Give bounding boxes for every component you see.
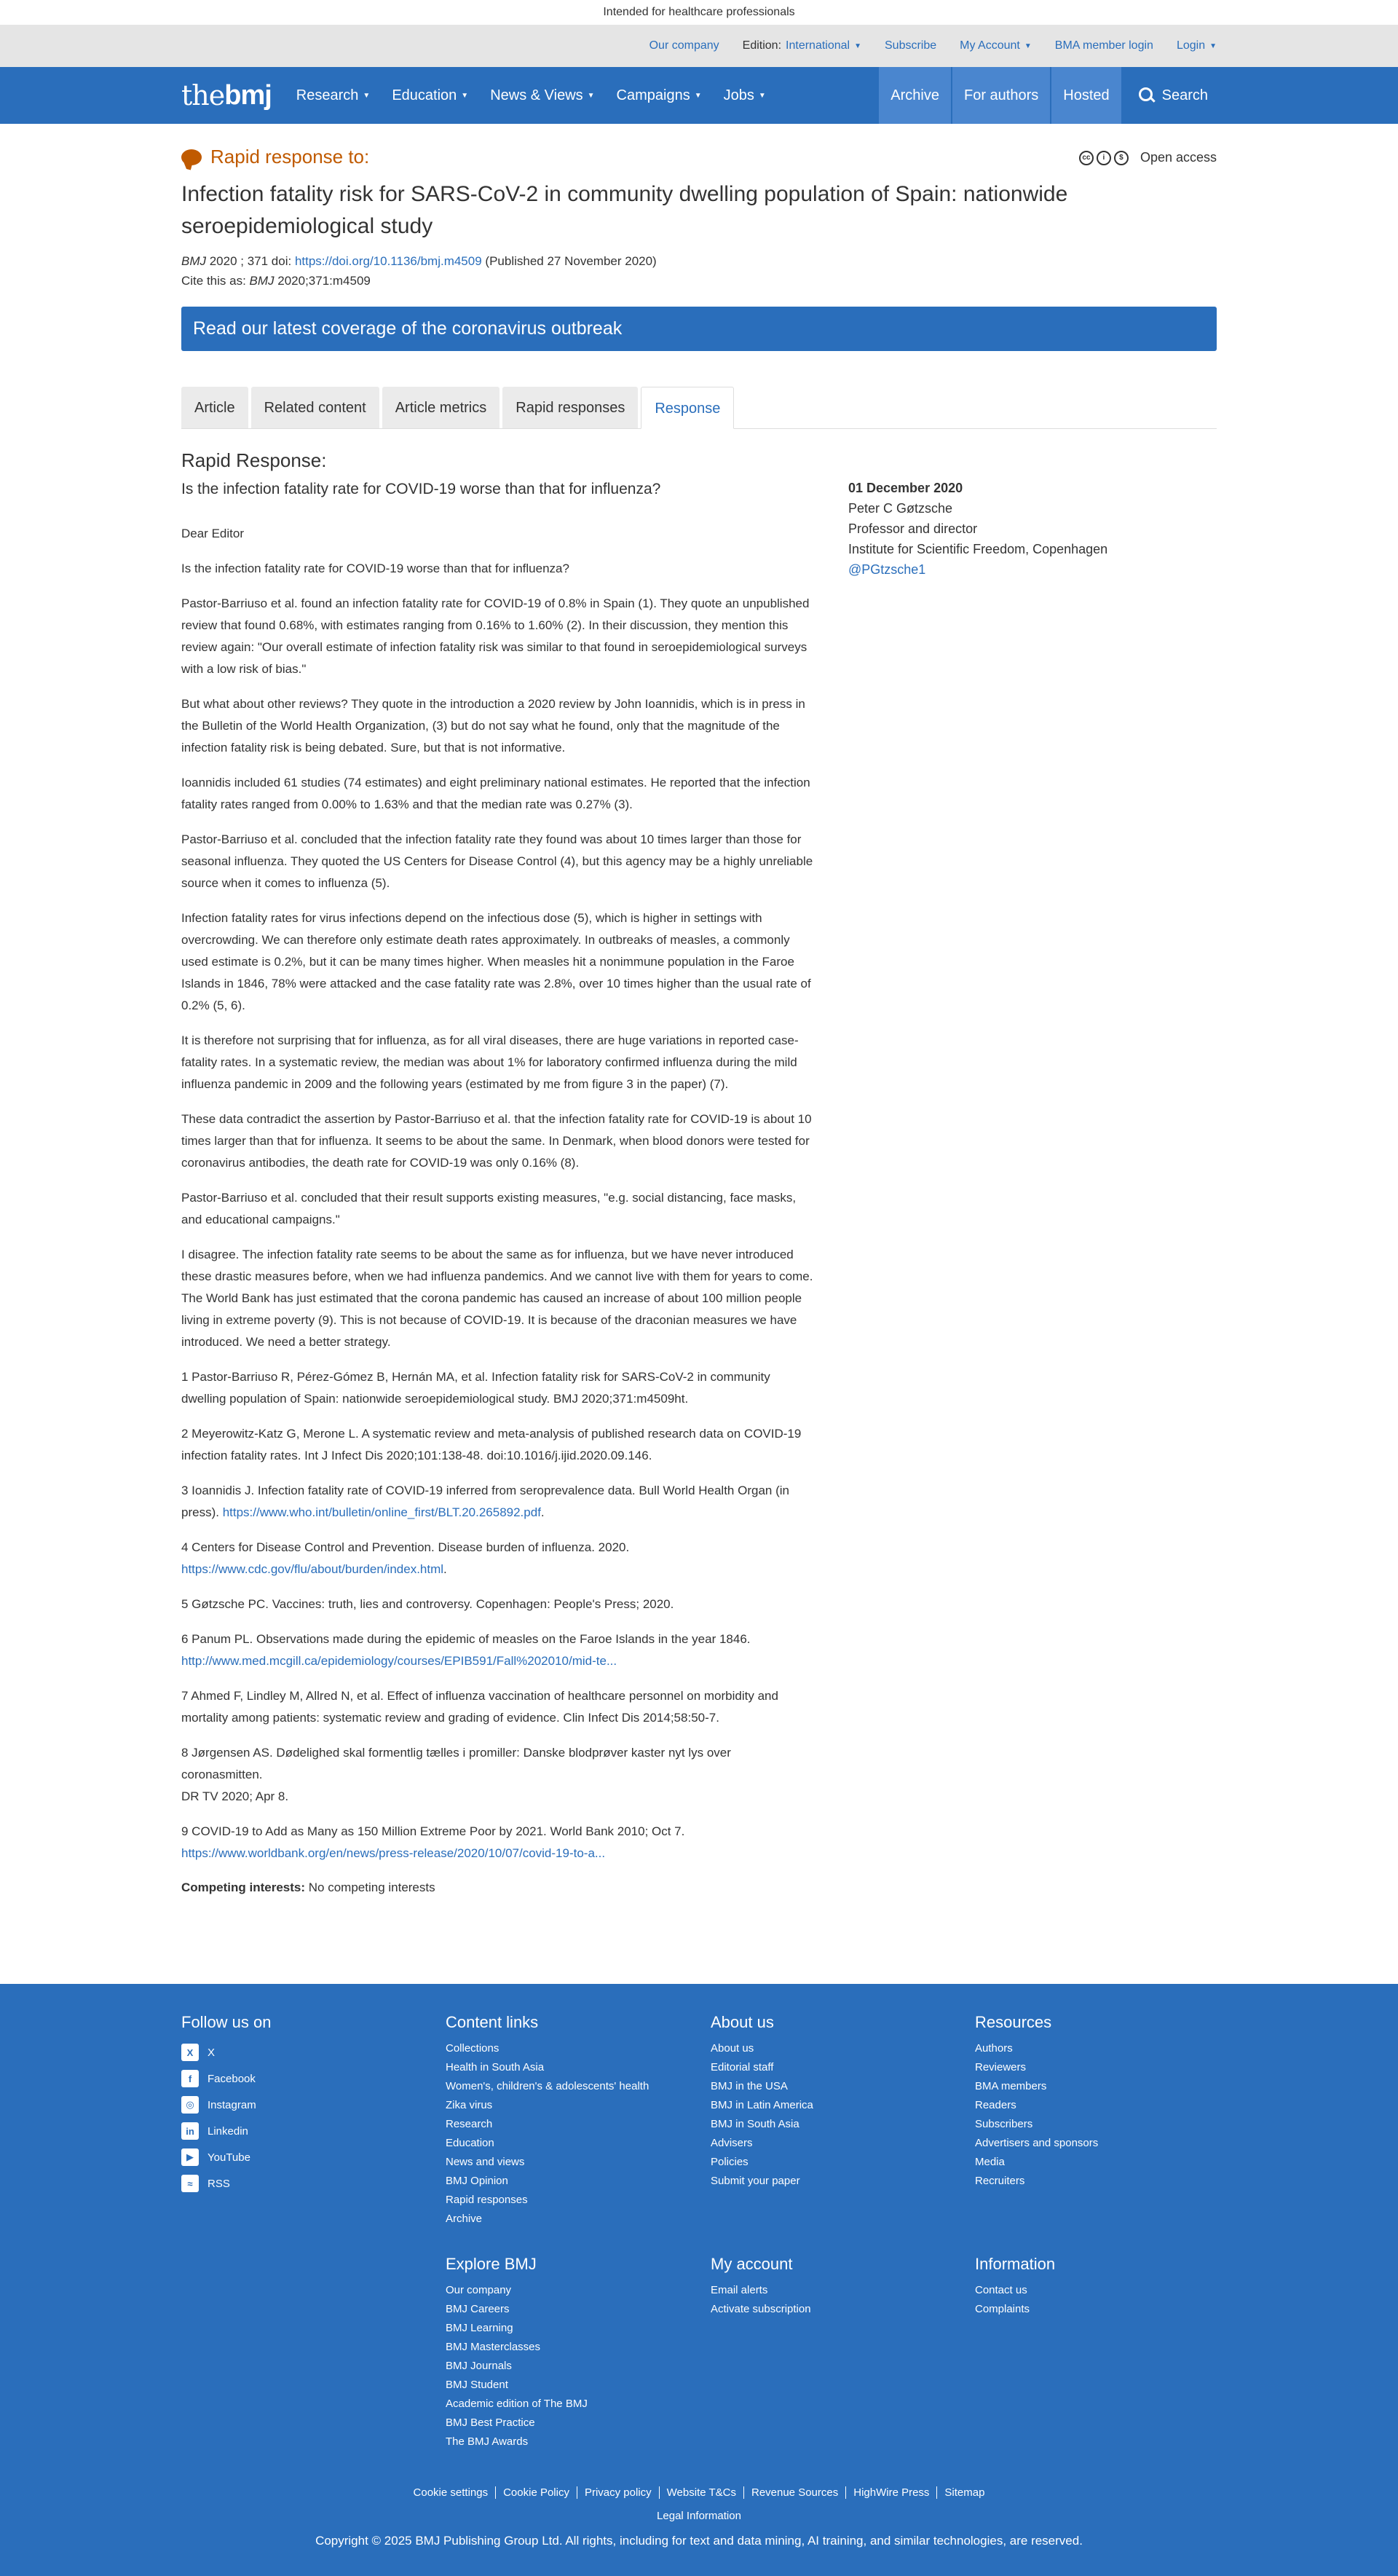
footer-link[interactable]: Activate subscription <box>711 2303 811 2315</box>
response-paragraph: Pastor-Barriuso et al. concluded that the infection fatality rate they found was about 10 times larger than those for seasonal influenza. They quoted the US Centers for Disease Control (4), but this agency may be a highly unreliable source when it comes to influenza (5). <box>181 832 813 890</box>
footer-information <box>975 2255 1223 2319</box>
nav-education[interactable] <box>392 87 468 104</box>
footer-link[interactable]: Readers <box>975 2099 1016 2111</box>
cc-icon: cc <box>1079 151 1094 165</box>
response-paragraph: Pastor-Barriuso et al. found an infection fatality rate for COVID-19 of 0.8% in Spain (1). They quote an unpublished review that found 0.68%, with estimates ranging from 0.16% to 1.60% (2). In their discussion, they mention this review again: "Our overall estimate of infection fatality risk was similar to that found in seroepidemiological surveys with a low risk of bias." <box>181 596 810 676</box>
social-label: RSS <box>208 2177 230 2190</box>
social-links <box>181 2039 429 2197</box>
article-citation <box>181 251 1217 291</box>
tab-article-metrics[interactable]: Article metrics <box>382 387 500 428</box>
reference-text: 6 Panum PL. Observations made during the epidemic of measles on the Faroe Islands in the year 1846. <box>181 1632 751 1646</box>
footer-link[interactable]: Education <box>446 2137 494 2149</box>
footer-link[interactable]: Subscribers <box>975 2118 1033 2130</box>
author-role: Professor and director <box>848 521 978 536</box>
legal-link[interactable]: Sitemap <box>936 2486 992 2499</box>
social-label: Facebook <box>208 2072 256 2085</box>
cite-ref: 2020;371:m4509 <box>274 274 371 288</box>
reference-item <box>181 1366 815 1410</box>
footer-heading: Resources <box>975 2013 1052 2031</box>
tab-rapid-responses[interactable]: Rapid responses <box>502 387 638 428</box>
footer-link[interactable]: Reviewers <box>975 2061 1027 2073</box>
response-paragraph: These data contradict the assertion by Pastor-Barriuso et al. that the infection fatality rate for COVID-19 is about 10 times larger than that for influenza. It seems to be about the same. In Denmark, when blood donors were tested for coronavirus antibodies, the death rate for COVID-19 was only 0.16% (8). <box>181 1112 812 1170</box>
footer-link[interactable]: BMJ Masterclasses <box>446 2341 541 2353</box>
edition-value: International <box>786 39 850 52</box>
article-tabs <box>181 387 1217 429</box>
main-nav <box>0 67 1398 124</box>
reference-item <box>181 1480 815 1524</box>
copyright: Copyright © 2025 BMJ Publishing Group Ltd. All rights, including for text and data mining, AI training, and similar technologies, are reserved. <box>315 2534 1083 2548</box>
response-main <box>181 449 815 1895</box>
rapid-response-label: Rapid Response: <box>181 449 327 471</box>
cc-nc-icon: $ <box>1114 151 1129 165</box>
author-twitter-link[interactable]: @PGtzsche1 <box>848 562 926 577</box>
response-body <box>181 449 1217 1895</box>
nav-label: Education <box>392 87 457 103</box>
tab-article[interactable]: Article <box>181 387 248 428</box>
legal-link[interactable]: Revenue Sources <box>743 2486 845 2499</box>
footer-content-links <box>446 2013 693 2229</box>
reference-item <box>181 1742 815 1808</box>
legal-link[interactable]: Cookie Policy <box>495 2486 577 2499</box>
footer-heading: Explore BMJ <box>446 2255 537 2273</box>
reference-item <box>181 1821 815 1864</box>
nav-jobs[interactable] <box>724 87 766 104</box>
reference-text: 9 COVID-19 to Add as Many as 150 Million Extreme Poor by 2021. World Bank 2010; Oct 7. <box>181 1824 685 1838</box>
nav-menu <box>296 67 877 124</box>
linkedin-icon: in <box>181 2122 199 2140</box>
social-label: X <box>208 2046 216 2059</box>
response-paragraph: Is the infection fatality rate for COVID-19 worse than that for influenza? <box>181 562 569 575</box>
social-link-instagram[interactable] <box>181 2092 429 2118</box>
footer-link[interactable]: Media <box>975 2156 1005 2168</box>
footer-follow <box>181 2013 429 2197</box>
response-date: 01 December 2020 <box>848 481 963 495</box>
nav-right <box>877 67 1217 124</box>
footer-link[interactable]: About us <box>711 2042 754 2055</box>
article-title: Infection fatality risk for SARS-CoV-2 in community dwelling population of Spain: nationwide seroepidemiological study <box>181 182 1068 238</box>
x-icon: X <box>181 2044 199 2061</box>
footer-link[interactable]: BMJ Journals <box>446 2360 512 2372</box>
footer-link[interactable]: The BMJ Awards <box>446 2435 529 2448</box>
footer-link[interactable]: Contact us <box>975 2284 1027 2296</box>
login-label: Login <box>1176 39 1206 52</box>
response-paragraph: Infection fatality rates for virus infections depend on the infectious dose (5), which is higher in settings with overcrowding. We can therefore only estimate death rates approximately. In outbreaks of measles, a commonly used estimate is 0.2%, but it can be many times higher. When measles hit a nonimmune population in the Faroe Islands in 1846, 78% were attacked and the case fatality rate was 2.8%, over 10 times higher than the usual rate of 0.2% (5, 6). <box>181 911 811 1012</box>
bma-login-link[interactable]: BMA member login <box>1054 39 1153 52</box>
cc-by-icon: i <box>1097 151 1111 165</box>
cite-as-label: Cite this as: <box>181 274 250 288</box>
footer-account <box>711 2255 958 2319</box>
footer-link[interactable]: Recruiters <box>975 2175 1025 2187</box>
nav-news-views[interactable] <box>490 87 594 104</box>
footer-link[interactable]: Women's, children's & adolescents' health <box>446 2080 649 2092</box>
reference-text: 8 Jørgensen AS. Dødelighed skal formentlig tælles i promiller: Danske blodprøver kaster nyt lys over coronasmitten. DR TV 2020; Apr 8. <box>181 1746 731 1803</box>
chevron-down-icon: ▼ <box>758 91 766 100</box>
social-label: YouTube <box>208 2151 250 2164</box>
footer-link[interactable]: Zika virus <box>446 2099 493 2111</box>
social-link-facebook[interactable] <box>181 2065 429 2092</box>
open-access-badge <box>1079 150 1217 165</box>
bmj-logo[interactable] <box>181 67 272 124</box>
footer-link[interactable]: Submit your paper <box>711 2175 800 2187</box>
site-footer <box>0 1984 1398 2576</box>
footer-link[interactable]: Research <box>446 2118 493 2130</box>
reference-link[interactable]: http://www.med.mcgill.ca/epidemiology/courses/EPIB591/Fall%202010/mid-te... <box>181 1654 617 1668</box>
response-paragraph: Pastor-Barriuso et al. concluded that their result supports existing measures, "e.g. social distancing, face masks, and educational campaigns." <box>181 1191 797 1226</box>
legal-link[interactable]: Website T&Cs <box>659 2486 743 2499</box>
published-date: (Published 27 November 2020) <box>481 254 657 268</box>
reference-text: 7 Ahmed F, Lindley M, Allred N, et al. Effect of influenza vaccination of healthcare personnel on morbidity and mortality among patients: systematic review and grading of evidence. Clin Infect Dis 2014;58:50-7. <box>181 1689 778 1725</box>
footer-link[interactable]: BMJ in Latin America <box>711 2099 813 2111</box>
response-paragraph: Ioannidis included 61 studies (74 estimates) and eight preliminary national estimates. He reported that the infection fatality rates ranged from 0.00% to 1.63% and that the median rate was 0.27% (3). <box>181 776 810 811</box>
search-label: Search <box>1161 87 1208 103</box>
reference-item <box>181 1537 815 1580</box>
coronavirus-banner[interactable]: Read our latest coverage of the coronavirus outbreak <box>181 307 1217 351</box>
facebook-icon: f <box>181 2070 199 2087</box>
footer-link[interactable]: BMA members <box>975 2080 1047 2092</box>
reference-item <box>181 1594 815 1615</box>
footer-resources <box>975 2013 1223 2191</box>
tab-related-content[interactable]: Related content <box>251 387 379 428</box>
rapid-response-to <box>181 146 1217 168</box>
legal-link[interactable]: Privacy policy <box>577 2486 659 2499</box>
footer-heading: Follow us on <box>181 2013 272 2031</box>
youtube-icon: ▶ <box>181 2148 199 2166</box>
login-menu[interactable] <box>1177 39 1217 52</box>
social-link-rss[interactable] <box>181 2170 429 2197</box>
footer-link[interactable]: Policies <box>711 2156 749 2168</box>
footer-link[interactable]: BMJ Opinion <box>446 2175 508 2187</box>
reference-link[interactable]: https://www.worldbank.org/en/news/press-release/2020/10/07/covid-19-to-a... <box>181 1846 606 1860</box>
search-button[interactable] <box>1121 67 1217 124</box>
footer-link[interactable]: Authors <box>975 2042 1013 2055</box>
author-name: Peter C Gøtzsche <box>848 501 953 516</box>
footer-link[interactable]: BMJ Best Practice <box>446 2417 535 2429</box>
chevron-down-icon: ▼ <box>587 91 595 100</box>
citation-volume: 2020 ; 371 doi: <box>206 254 295 268</box>
footer-link[interactable]: Advertisers and sponsors <box>975 2137 1099 2149</box>
reference-suffix: . <box>540 1505 545 1519</box>
article-header <box>181 124 1217 1895</box>
reference-link[interactable]: https://www.cdc.gov/flu/about/burden/index.html <box>181 1562 444 1576</box>
our-company-link[interactable]: Our company <box>649 39 719 52</box>
author-info <box>848 478 1107 1895</box>
footer-link[interactable]: Health in South Asia <box>446 2061 545 2073</box>
reference-text: 5 Gøtzsche PC. Vaccines: truth, lies and controversy. Copenhagen: People's Press; 2020. <box>181 1597 674 1611</box>
logo-the: the <box>181 79 225 111</box>
competing-interests <box>181 1880 815 1895</box>
nav-label: News & Views <box>490 87 583 103</box>
edition-selector[interactable] <box>743 39 861 52</box>
nav-hosted[interactable]: Hosted <box>1050 67 1121 124</box>
rss-icon: ≈ <box>181 2175 199 2192</box>
footer-link[interactable]: BMJ in the USA <box>711 2080 788 2092</box>
chevron-down-icon: ▼ <box>694 91 702 100</box>
footer-heading: My account <box>711 2255 793 2273</box>
legal-links <box>0 2486 1398 2499</box>
competing-interests-value: No competing interests <box>305 1880 435 1894</box>
footer-link[interactable]: Advisers <box>711 2137 753 2149</box>
instagram-icon: ◎ <box>181 2096 199 2114</box>
rapid-response-to-label: Rapid response to: <box>210 146 370 168</box>
reference-link[interactable]: https://www.who.int/bulletin/online_first/BLT.20.265892.pdf <box>222 1505 541 1519</box>
footer-about <box>711 2013 958 2191</box>
chevron-down-icon: ▼ <box>363 91 371 100</box>
social-link-x[interactable] <box>181 2039 429 2065</box>
chevron-down-icon: ▼ <box>461 91 469 100</box>
logo-bmj: bmj <box>224 79 272 111</box>
legal-information-link[interactable]: Legal Information <box>657 2510 741 2522</box>
speech-bubble-icon <box>181 149 202 165</box>
nav-label: Jobs <box>723 87 754 103</box>
response-references <box>181 1366 815 1864</box>
nav-label: Research <box>296 87 359 103</box>
response-paragraph: Dear Editor <box>181 527 244 540</box>
reference-text: 4 Centers for Disease Control and Prevention. Disease burden of influenza. 2020. <box>181 1540 630 1554</box>
subscribe-link[interactable]: Subscribe <box>885 39 937 52</box>
social-link-youtube[interactable] <box>181 2144 429 2170</box>
footer-heading: Content links <box>446 2013 539 2031</box>
footer-link[interactable]: News and views <box>446 2156 525 2168</box>
reference-item <box>181 1685 815 1729</box>
search-icon <box>1139 87 1155 103</box>
reference-text: 3 Ioannidis J. Infection fatality rate of COVID-19 inferred from seroprevalence data. Bull World Health Organ (in press). <box>181 1484 789 1519</box>
response-paragraph: It is therefore not surprising that for influenza, as for all viral diseases, there are huge variations in reported case-fatality rates. In a systematic review, the median was about 1% for laboratory confirmed influenza during the mild influenza pandemic in 2009 and the following years (estimated by me from figure 3 in the paper) (7). <box>181 1033 799 1091</box>
journal-name: BMJ <box>181 254 206 268</box>
nav-campaigns[interactable] <box>617 87 702 104</box>
footer-link[interactable]: Email alerts <box>711 2284 768 2296</box>
legal-link[interactable]: HighWire Press <box>845 2486 936 2499</box>
reference-suffix: . <box>443 1562 447 1576</box>
cite-journal: BMJ <box>249 274 275 288</box>
author-institution: Institute for Scientific Freedom, Copenhagen <box>848 542 1108 556</box>
footer-link[interactable]: Academic edition of The BMJ <box>446 2398 588 2410</box>
footer-link[interactable]: Archive <box>446 2213 483 2225</box>
reference-item <box>181 1628 815 1672</box>
nav-research[interactable] <box>296 87 371 104</box>
my-account-menu[interactable] <box>960 39 1032 52</box>
response-paragraphs <box>181 523 815 1353</box>
open-access-label: Open access <box>1140 150 1217 165</box>
social-link-linkedin[interactable] <box>181 2118 429 2144</box>
nav-for-authors[interactable]: For authors <box>951 67 1050 124</box>
footer-link[interactable]: BMJ Learning <box>446 2322 513 2334</box>
social-label: Instagram <box>208 2098 256 2111</box>
footer-link[interactable]: Rapid responses <box>446 2194 528 2206</box>
edition-label: Edition: <box>742 39 782 52</box>
footer-heading: About us <box>711 2013 774 2031</box>
tab-response[interactable]: Response <box>641 387 734 429</box>
footer-heading: Information <box>975 2255 1056 2273</box>
healthcare-notice: Intended for healthcare professionals <box>0 0 1398 25</box>
response-question: Is the infection fatality rate for COVID-19 worse than that for influenza? <box>181 481 661 497</box>
competing-interests-label: Competing interests: <box>181 1880 306 1894</box>
footer-link[interactable]: Complaints <box>975 2303 1030 2315</box>
footer-explore <box>446 2255 693 2451</box>
footer-link[interactable]: BMJ Careers <box>446 2303 510 2315</box>
reference-text: 2 Meyerowitz-Katz G, Merone L. A systematic review and meta-analysis of published research data on COVID-19 infection fatality rates. Int J Infect Dis 2020;101:138-48. doi:10.1016/j.ijid.2020.09.146. <box>181 1427 802 1462</box>
footer-link[interactable]: Our company <box>446 2284 512 2296</box>
social-label: Linkedin <box>208 2124 248 2138</box>
reference-text: 1 Pastor-Barriuso R, Pérez-Gómez B, Hernán MA, et al. Infection fatality risk for SARS-CoV-2 in community dwelling population of Spain: nationwide seroepidemiological study. BMJ 2020;371:m4509ht. <box>181 1370 770 1406</box>
chevron-down-icon: ▼ <box>1024 42 1032 50</box>
response-paragraph: I disagree. The infection fatality rate seems to be about the same as for influenza, but we have never introduced these drastic measures before, when we had influenza pandemics. And we cannot live with them for years to come. The World Bank has just estimated that the corona pandemic has caused an increase of about 100 million people living in extreme poverty (9). This is not because of COVID-19. It is because of the draconian measures we have introduced. We need a better strategy. <box>181 1248 813 1349</box>
footer-link[interactable]: BMJ Student <box>446 2379 508 2391</box>
legal-link[interactable]: Cookie settings <box>413 2486 489 2499</box>
nav-label: Campaigns <box>616 87 690 103</box>
chevron-down-icon: ▼ <box>1209 42 1217 50</box>
footer-link[interactable]: BMJ in South Asia <box>711 2118 799 2130</box>
utility-bar <box>0 25 1398 67</box>
nav-archive[interactable]: Archive <box>877 67 951 124</box>
response-paragraph: But what about other reviews? They quote in the introduction a 2020 review by John Ioannidis, which is in press in the Bulletin of the World Health Organization, (3) but do not say what he found, only that the magnitude of the infection fatality risk is being debated. Sure, but that is not informative. <box>181 697 805 755</box>
doi-link[interactable]: https://doi.org/10.1136/bmj.m4509 <box>294 254 482 268</box>
my-account-label: My Account <box>960 39 1020 52</box>
footer-link[interactable]: Collections <box>446 2042 499 2055</box>
footer-link[interactable]: Editorial staff <box>711 2061 774 2073</box>
chevron-down-icon: ▼ <box>854 42 861 50</box>
reference-item <box>181 1423 815 1467</box>
